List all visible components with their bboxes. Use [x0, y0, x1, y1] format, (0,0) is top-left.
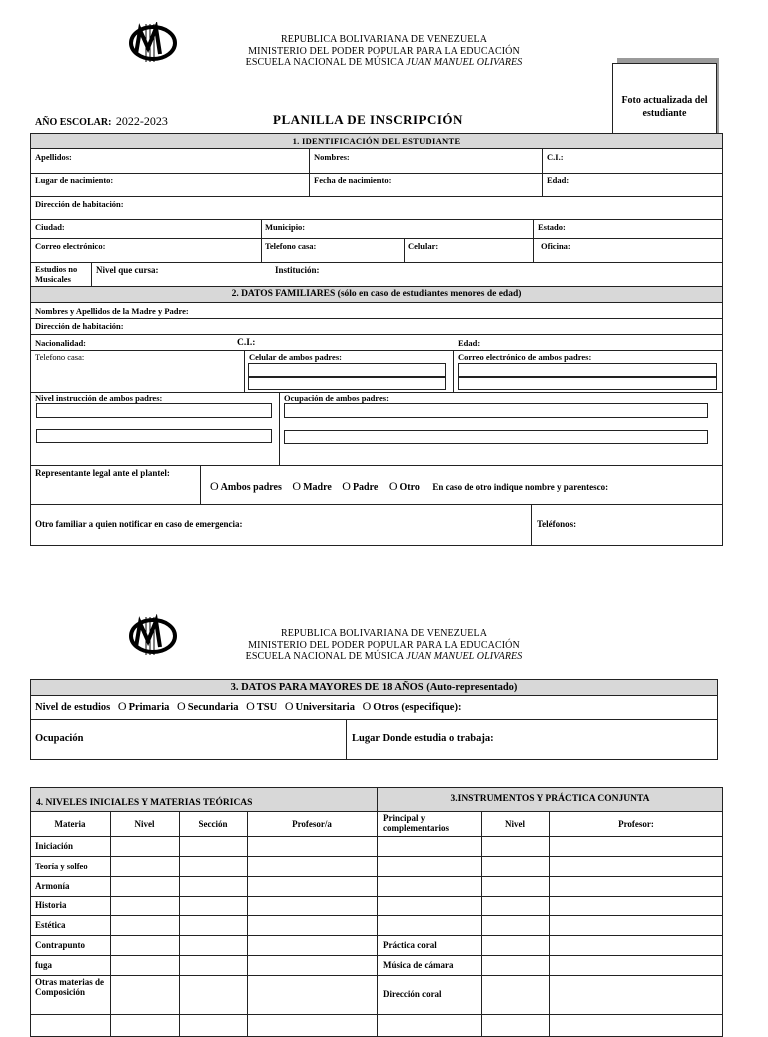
- header-profesor-a: Profesor/a: [292, 819, 332, 829]
- option-padre[interactable]: O Padre: [342, 479, 379, 493]
- label-otro-note: En caso de otro indique nombre y parentesco:: [432, 482, 609, 492]
- section-5-title: 3.INSTRUMENTOS Y PRÁCTICA CONJUNTA: [377, 787, 723, 812]
- option-tsu[interactable]: O TSU: [246, 699, 278, 713]
- label-direccion: Dirección de habitación:: [35, 199, 124, 209]
- header-line-2: MINISTERIO DEL PODER POPULAR PARA LA EDUCACIÓN: [248, 45, 520, 57]
- label-lugar-estudio: Lugar Donde estudia o trabaja:: [352, 733, 494, 744]
- header-nivel: Nivel: [134, 819, 155, 829]
- photo-box-label: Foto actualizada del estudiante: [621, 95, 708, 119]
- school-year: [35, 114, 168, 129]
- label-apellidos: Apellidos:: [35, 152, 72, 162]
- label-ocupacion-mayor: Ocupación: [35, 733, 84, 744]
- school-logo: [126, 22, 180, 64]
- ocupacion-field-1[interactable]: [284, 403, 708, 418]
- nivel-instruccion-field-1[interactable]: [36, 403, 272, 418]
- label-telefonos: Teléfonos:: [537, 519, 577, 529]
- label-oficina: Oficina:: [541, 241, 571, 251]
- label-nombres-padres: Nombres y Apellidos de la Madre y Padre:: [35, 306, 189, 316]
- correo-padres-field-2[interactable]: [458, 377, 717, 390]
- row-fuga: fuga: [35, 960, 53, 970]
- label-ciudad: Ciudad:: [35, 222, 65, 232]
- ocupacion-field-2[interactable]: [284, 430, 708, 444]
- label-direccion-familia: Dirección de habitación:: [35, 321, 124, 331]
- label-nivel-estudios: Nivel de estudios: [35, 702, 111, 713]
- header-nivel-2: Nivel: [505, 819, 525, 829]
- header-profesor: Profesor:: [618, 819, 654, 829]
- header-materia: Materia: [54, 819, 86, 829]
- row-armonia: Armonía: [35, 881, 70, 891]
- label-nombres: Nombres:: [314, 152, 350, 162]
- label-celular: Celular:: [408, 241, 439, 251]
- header-line-3: ESCUELA NACIONAL DE MÚSICA JUAN MANUEL OLIVARES: [245, 57, 523, 68]
- label-emergencia: Otro familiar a quien notificar en caso de emergencia:: [35, 519, 243, 529]
- row-otras-materias: Otras materias de Composición: [35, 977, 104, 997]
- header-principal: Principal y complementarios: [383, 813, 449, 833]
- label-municipio: Municipio:: [265, 222, 306, 232]
- label-fecha-nacimiento: Fecha de nacimiento:: [314, 175, 392, 185]
- section-2-title: 2. DATOS FAMILIARES (sólo en caso de estudiantes menores de edad): [30, 286, 723, 303]
- option-universitaria[interactable]: O Universitaria: [284, 699, 355, 713]
- option-madre[interactable]: O Madre: [292, 479, 332, 493]
- section-3-title: 3. DATOS PARA MAYORES DE 18 AÑOS (Auto-representado): [30, 679, 718, 696]
- label-ci-familia: C.I.:: [237, 338, 256, 348]
- row-direccion-coral: Dirección coral: [383, 989, 442, 999]
- section-1-title: 1. IDENTIFICACIÓN DEL ESTUDIANTE: [30, 133, 723, 149]
- row-teoria-solfeo: Teoría y solfeo: [35, 861, 88, 871]
- school-year-value: 2022-2023: [115, 114, 168, 128]
- label-ocupacion-padres: Ocupación de ambos padres:: [284, 393, 389, 403]
- section-4-title: 4. NIVELES INICIALES Y MATERIAS TEÓRICAS: [30, 787, 378, 812]
- option-secundaria[interactable]: O Secundaria: [177, 699, 239, 713]
- label-telefono-casa: Telefono casa:: [265, 241, 317, 251]
- school-year-label: AÑO ESCOLAR:: [35, 117, 112, 128]
- header-seccion: Sección: [198, 819, 228, 829]
- label-nivel-instruccion: Nivel instrucción de ambos padres:: [35, 393, 163, 403]
- label-edad: Edad:: [547, 175, 570, 185]
- correo-padres-field-1[interactable]: [458, 363, 717, 377]
- option-ambos-padres[interactable]: O Ambos padres: [210, 479, 282, 493]
- label-representante: Representante legal ante el plantel:: [35, 468, 170, 478]
- label-celular-padres: Celular de ambos padres:: [249, 352, 342, 362]
- form-title: PLANILLA DE INSCRIPCIÓN: [273, 112, 463, 127]
- nivel-instruccion-field-2[interactable]: [36, 429, 272, 443]
- label-estado: Estado:: [538, 222, 566, 232]
- label-nivel-que-cursa: Nivel que cursa:: [96, 265, 159, 275]
- option-otros[interactable]: O Otros (especifique):: [362, 699, 462, 713]
- label-correo-padres: Correo electrónico de ambos padres:: [458, 352, 592, 362]
- option-primaria[interactable]: O Primaria: [117, 699, 170, 713]
- option-otro[interactable]: O Otro: [388, 479, 420, 493]
- row-estetica: Estética: [35, 920, 66, 930]
- label-nacionalidad: Nacionalidad:: [35, 338, 87, 348]
- school-logo-2: [126, 614, 180, 658]
- row-contrapunto: Contrapunto: [35, 940, 86, 950]
- celular-padres-field-2[interactable]: [248, 377, 446, 390]
- nivel-estudios-options: [35, 699, 461, 714]
- label-edad-familia: Edad:: [458, 338, 481, 348]
- representante-options: [210, 479, 608, 494]
- label-telefono-casa-familia: Telefono casa:: [35, 352, 85, 362]
- institution-header: [200, 34, 568, 69]
- label-ci: C.I.:: [547, 152, 564, 162]
- label-lugar-nacimiento: Lugar de nacimiento:: [35, 175, 114, 185]
- row-iniciacion: Iniciación: [35, 841, 74, 851]
- header-line-1: REPUBLICA BOLIVARIANA DE VENEZUELA: [280, 34, 488, 45]
- institution-header-2: REPUBLICA BOLIVARIANA DE VENEZUELA MINISTERIO DEL PODER POPULAR PARA LA EDUCACIÓN ESCUELA NACIONAL DE MÚSICA JUAN MANUEL OLIVARES: [245, 628, 523, 662]
- row-musica-camara: Música de cámara: [383, 960, 454, 970]
- row-historia: Historia: [35, 900, 67, 910]
- row-practica-coral: Práctica coral: [383, 940, 437, 950]
- celular-padres-field-1[interactable]: [248, 363, 446, 377]
- label-institucion: Institución:: [275, 265, 320, 275]
- label-estudios-no-musicales: Estudios no Musicales: [35, 264, 78, 284]
- label-correo: Correo electrónico:: [35, 241, 106, 251]
